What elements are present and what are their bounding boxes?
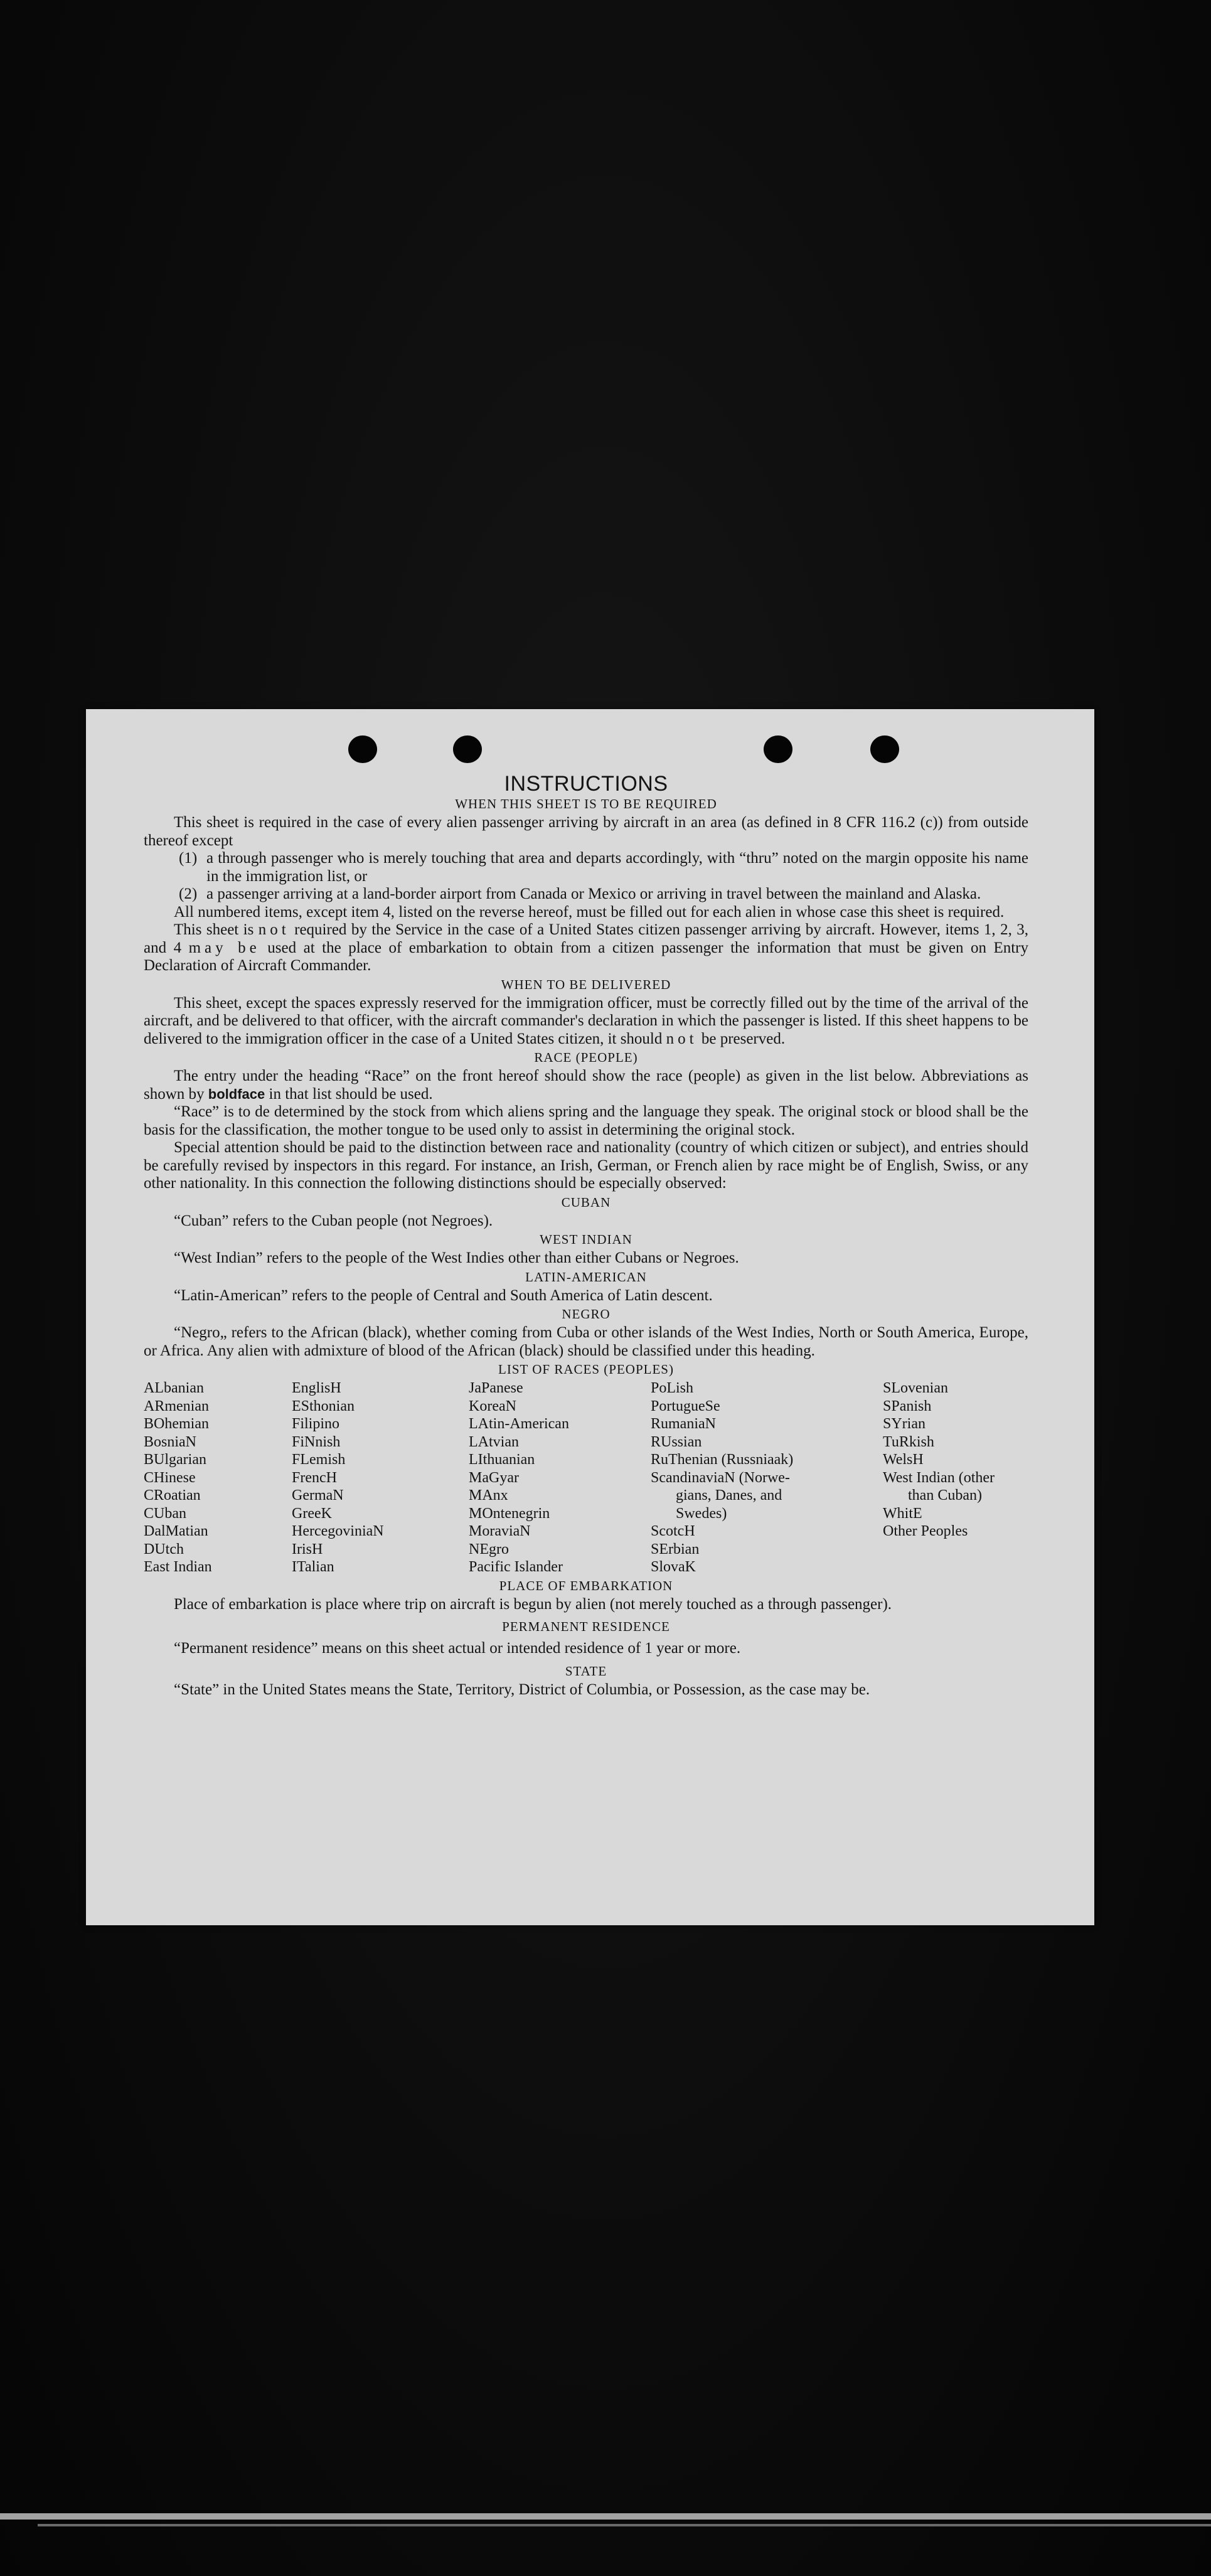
race-entry: ALbanian (144, 1380, 204, 1396)
text-run: This sheet, except the spaces expressly reserved for the immigration officer, must be correctly filled out by the time of the arrival of the aircraft, and be delivered to that officer, with the aircraft commander's declaration in which the passenger is listed. If this sheet happens to be delivered to the immigration officer in the case of a United States citizen, it should (144, 994, 1028, 1047)
race-entry: Pacific Islander (469, 1559, 563, 1575)
paragraph: “Race” is to de determined by the stock from which aliens spring and the language they speak. The original stock or blood shall be the basis for the classification, the mother tongue to be used only to assist in determining the original stock. (144, 1103, 1028, 1138)
text-run: in that list should be used. (265, 1085, 433, 1103)
paragraph: This sheet is required in the case of every alien passenger arriving by aircraft in an area (as defined in 8 CFR 116.2 (c)) from outside thereof except (144, 814, 1028, 849)
race-entry-continuation: Swedes) (676, 1505, 727, 1522)
race-entry: FLemish (292, 1451, 346, 1468)
item-text: a passenger arriving at a land-border airport from Canada or Mexico or arriving in travel between the mainland and Alaska. (206, 885, 981, 902)
race-entry: IrisH (292, 1541, 323, 1558)
paragraph: “Cuban” refers to the Cuban people (not Negroes). (174, 1212, 493, 1229)
race-entry: TuRkish (883, 1433, 934, 1450)
text-run: be preserved. (697, 1030, 786, 1047)
race-entry: EnglisH (292, 1380, 341, 1396)
paragraph: “State” in the United States means the State, Territory, District of Columbia, or Possession, as the case may be. (174, 1681, 870, 1698)
section-heading: PERMANENT RESIDENCE (502, 1619, 670, 1634)
emphasis-not: not (666, 1030, 698, 1047)
race-entry: West Indian (other (883, 1469, 995, 1486)
race-entry: ITalian (292, 1559, 334, 1575)
race-entry: ESthonian (292, 1398, 355, 1414)
section-heading: CUBAN (561, 1194, 611, 1210)
emphasis-boldface: boldface (208, 1086, 265, 1102)
paragraph: Place of embarkation is place where trip on aircraft is begun by alien (not merely touched as a through passenger). (174, 1595, 892, 1613)
races-column-3 (469, 1379, 651, 1576)
race-entry: RuThenian (Russniaak) (651, 1451, 794, 1468)
text-run: The entry under the heading “Race” on the front hereof should show the race (people) as given in the list below. Abbreviations as shown by (144, 1067, 1028, 1103)
race-entry: DUtch (144, 1541, 184, 1558)
race-entry: SLovenian (883, 1380, 948, 1396)
punch-hole (348, 735, 377, 763)
race-entry: JaPanese (469, 1380, 523, 1396)
race-entry: WelsH (883, 1451, 924, 1468)
paragraph (144, 995, 1028, 1049)
races-column-2 (292, 1379, 469, 1576)
punch-hole (870, 735, 899, 763)
section-heading: NEGRO (562, 1307, 611, 1322)
race-entry: SPanish (883, 1398, 932, 1414)
page-title: INSTRUCTIONS (504, 772, 668, 796)
text-run: required by the Service in the case of a United States citizen passenger arriving by aircraft. However, items 1, 2, 3, and 4 (144, 921, 1028, 956)
races-column-5 (883, 1379, 1028, 1576)
document-sheet (86, 709, 1094, 1925)
item-number: (1) (179, 850, 198, 867)
race-entry: BUlgarian (144, 1451, 206, 1468)
races-column-4 (651, 1379, 883, 1576)
race-entry: CHinese (144, 1469, 196, 1486)
section-heading: STATE (565, 1663, 607, 1679)
paragraph: All numbered items, except item 4, listed on the reverse hereof, must be filled out for each alien in whose case this sheet is required. (174, 903, 1005, 921)
race-entry: Other Peoples (883, 1523, 968, 1539)
paragraph: “Latin-American” refers to the people of Central and South America of Latin descent. (174, 1286, 713, 1304)
section-heading: LATIN-AMERICAN (525, 1269, 647, 1285)
item-number: (2) (179, 885, 198, 902)
race-entry: ARmenian (144, 1398, 209, 1414)
race-entry: PortugueSe (651, 1398, 720, 1414)
punch-hole (453, 735, 482, 763)
race-entry: GreeK (292, 1505, 332, 1522)
list-item (144, 850, 1028, 885)
race-entry: FiNnish (292, 1433, 341, 1450)
item-text: a through passenger who is merely touching that area and departs accordingly, with “thru” noted on the margin opposite his name in the immigration list, or (206, 850, 1028, 885)
film-edge (0, 2513, 1211, 2520)
text-run: used at the place of embarkation to obtain from a citizen passenger the information that must be given on Entry Declaration of Aircraft Commander. (144, 939, 1028, 974)
film-edge-lower (38, 2524, 1211, 2526)
paragraph: “Permanent residence” means on this sheet actual or intended residence of 1 year or more. (174, 1640, 741, 1657)
race-entry: HercegoviniaN (292, 1523, 384, 1539)
race-entry: Filipino (292, 1416, 340, 1432)
section-heading: RACE (PEOPLE) (534, 1050, 638, 1065)
race-entry: KoreaN (469, 1398, 516, 1414)
section-heading: PLACE OF EMBARKATION (499, 1578, 673, 1593)
race-entry: BosniaN (144, 1433, 196, 1450)
race-entry: CRoatian (144, 1487, 201, 1504)
list-item (144, 885, 1028, 904)
race-entry: SYrian (883, 1416, 926, 1432)
race-entry: FrencH (292, 1469, 337, 1486)
race-entry: GermaN (292, 1487, 344, 1504)
section-heading: WEST INDIAN (540, 1232, 632, 1247)
paragraph: “Negro„ refers to the African (black), whether coming from Cuba or other islands of the West Indies, North or South America, Europe, or Africa. Any alien with admixture of blood of the African (black) should be classified under this heading. (144, 1324, 1028, 1359)
section-heading: LIST OF RACES (PEOPLES) (498, 1362, 674, 1377)
race-entry: NEgro (469, 1541, 509, 1558)
race-entry: LAtvian (469, 1433, 519, 1450)
race-entry: LAtin-American (469, 1416, 569, 1432)
race-entry: BOhemian (144, 1416, 209, 1432)
emphasis-not: not (258, 921, 290, 938)
race-entry: MoraviaN (469, 1523, 531, 1539)
race-entry-continuation: gians, Danes, and (676, 1487, 782, 1504)
paragraph (144, 1067, 1028, 1103)
race-entry: SErbian (651, 1541, 700, 1558)
paragraph (144, 921, 1028, 975)
text-run: This sheet is (174, 921, 259, 938)
paragraph: Special attention should be paid to the distinction between race and nationality (country of which citizen or subject), and entries should be carefully revised by inspectors in this regard. For instance, an Irish, German, or French alien by race might be of English, Swiss, or any other nationality. In this connection the following distinctions should be especially observed: (144, 1139, 1028, 1192)
race-entry: MAnx (469, 1487, 508, 1504)
section-heading: WHEN THIS SHEET IS TO BE REQUIRED (455, 796, 717, 811)
races-list (144, 1379, 1028, 1576)
race-entry: MaGyar (469, 1469, 519, 1486)
race-entry: DalMatian (144, 1523, 208, 1539)
emphasis-may-be: may be (188, 939, 260, 956)
race-entry: East Indian (144, 1559, 212, 1575)
race-entry: SlovaK (651, 1559, 696, 1575)
instructions-content (144, 773, 1028, 1699)
race-entry-continuation: than Cuban) (908, 1487, 982, 1504)
race-entry: RumaniaN (651, 1416, 716, 1432)
section-heading: WHEN TO BE DELIVERED (501, 976, 671, 992)
race-entry: ScandinaviaN (Norwe- (651, 1469, 790, 1486)
race-entry: ScotcH (651, 1523, 695, 1539)
races-column-1 (144, 1379, 292, 1576)
race-entry: PoLish (651, 1380, 694, 1396)
race-entry: WhitE (883, 1505, 922, 1522)
race-entry: RUssian (651, 1433, 702, 1450)
paragraph: “West Indian” refers to the people of the West Indies other than either Cubans or Negroes. (174, 1249, 739, 1266)
race-entry: MOntenegrin (469, 1505, 550, 1522)
race-entry: CUban (144, 1505, 186, 1522)
race-entry: LIthuanian (469, 1451, 535, 1468)
punch-hole (764, 735, 792, 763)
